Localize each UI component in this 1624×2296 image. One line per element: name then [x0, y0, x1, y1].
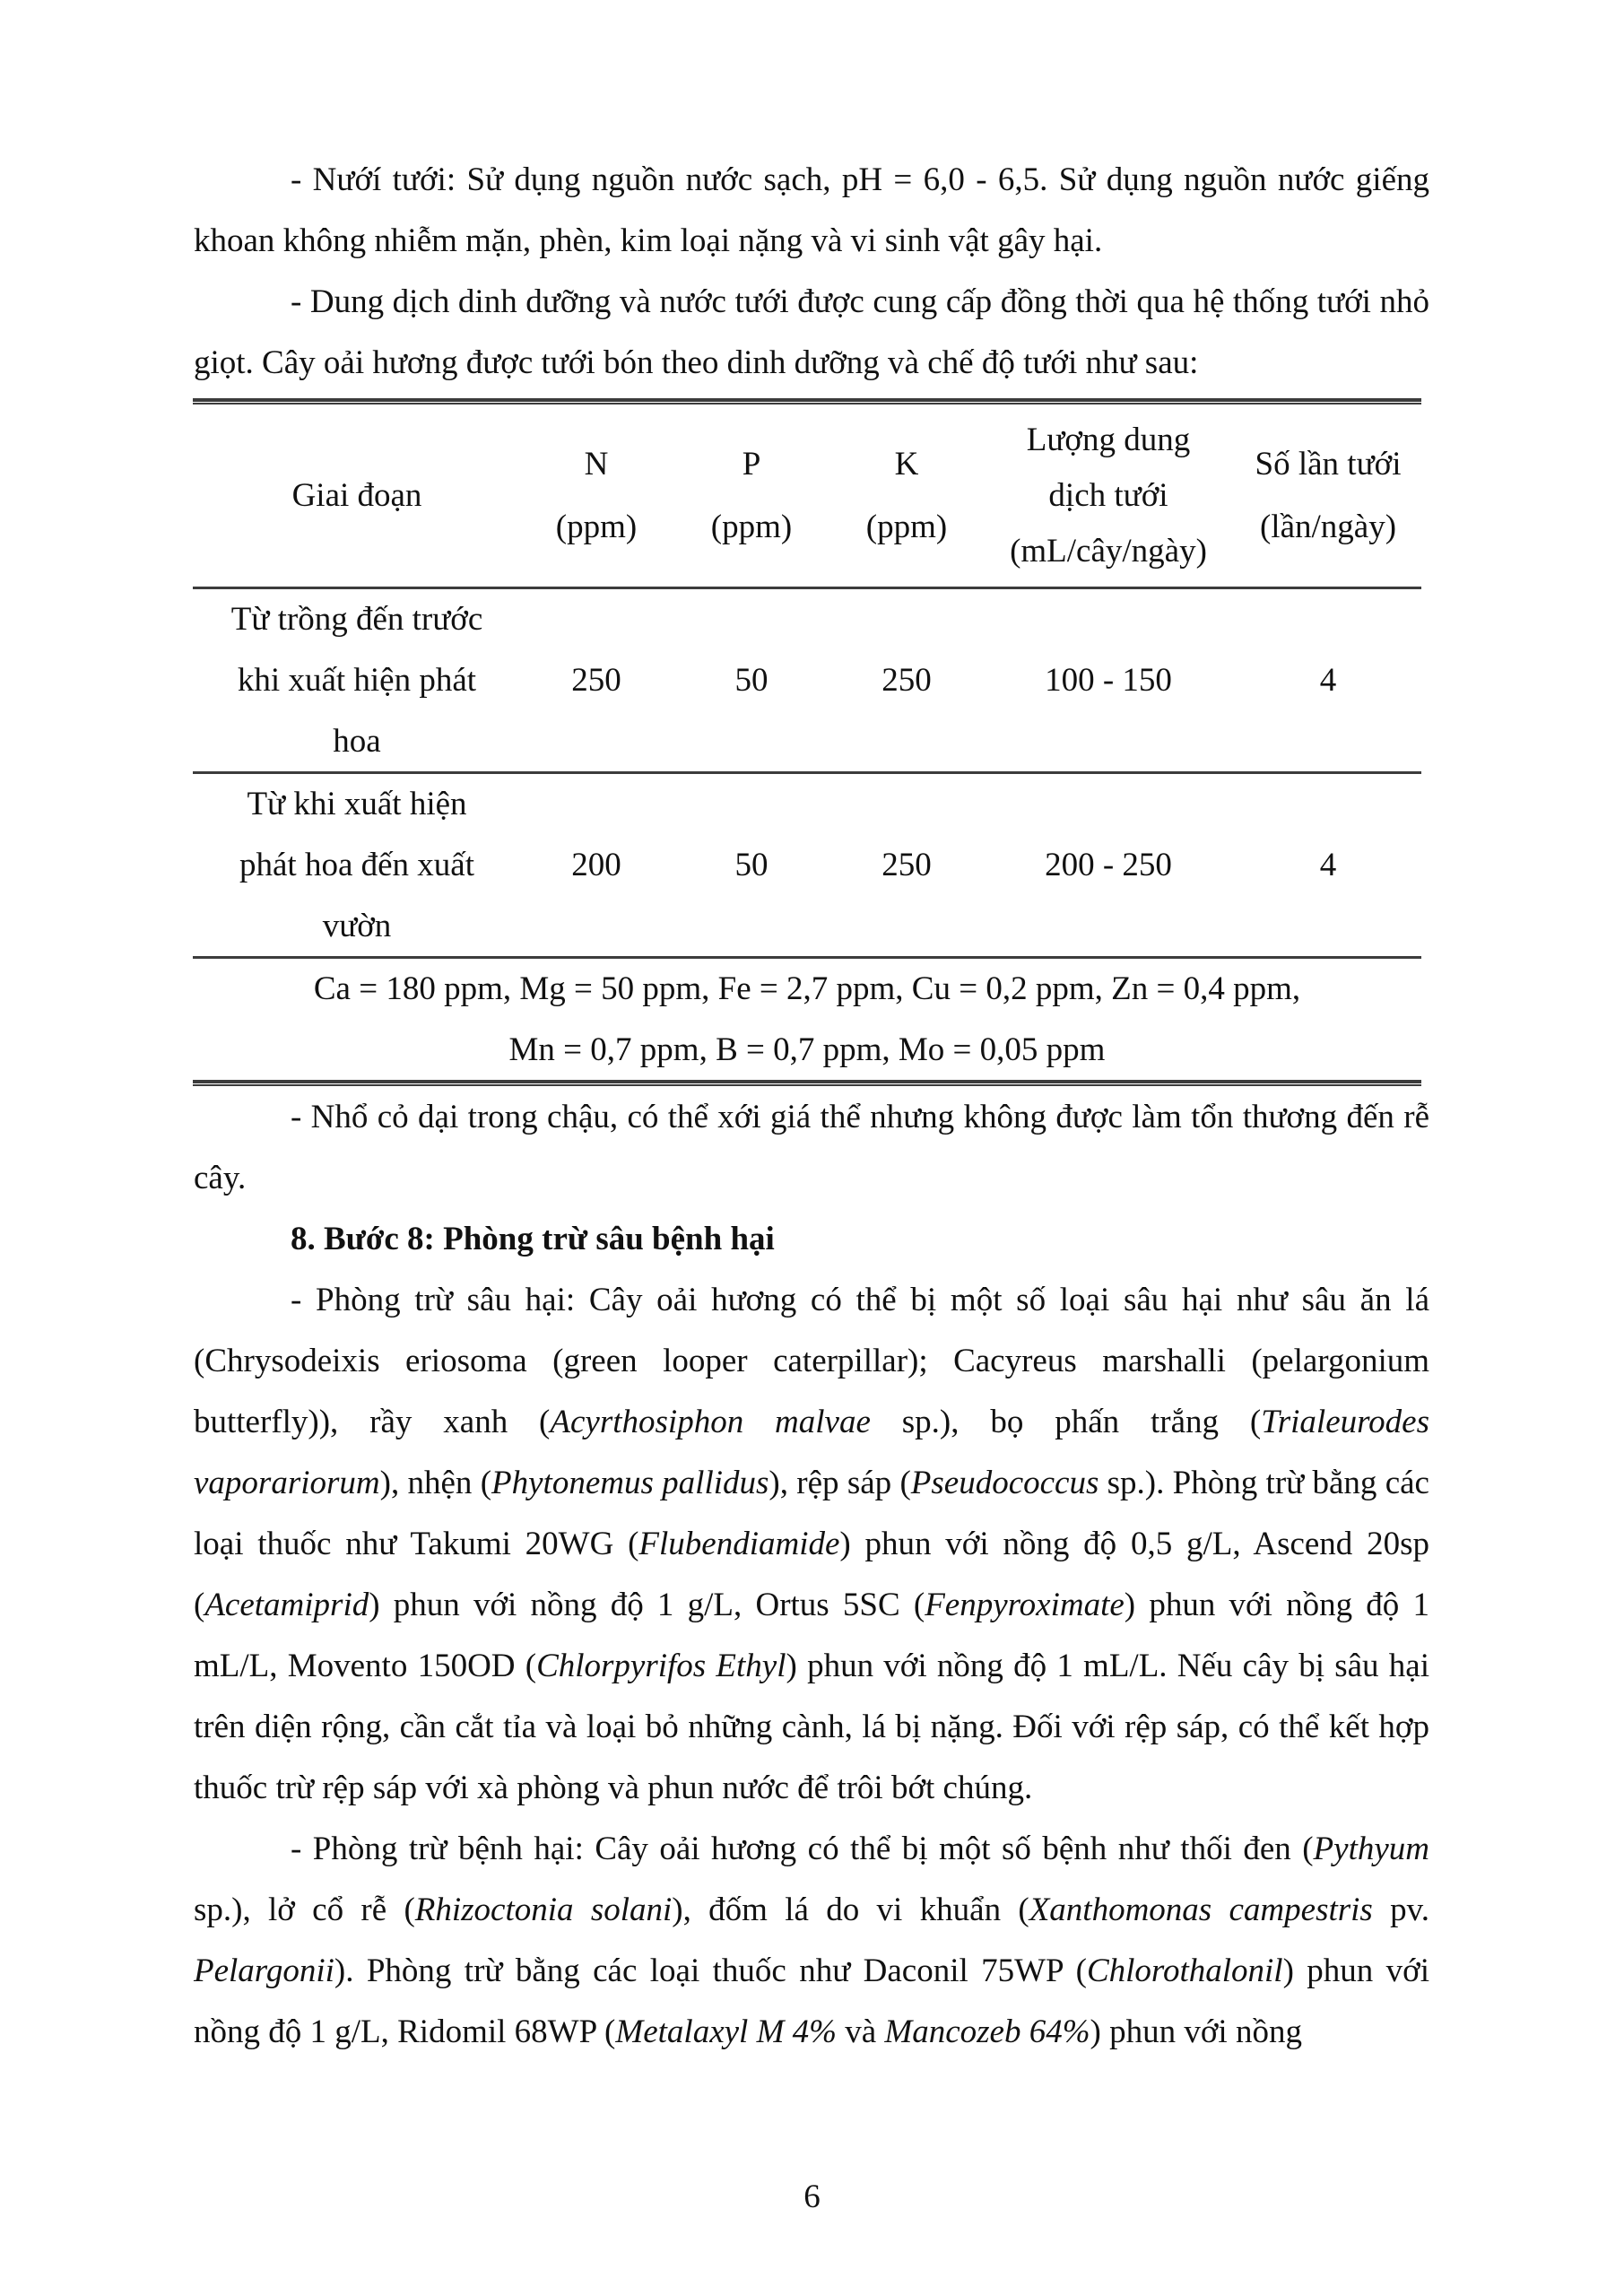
scientific-name: Pelargonii — [194, 1952, 334, 1989]
weeding-paragraph: - Nhổ cỏ dại trong chậu, có thể xới giá thể nhưng không được làm tổn thương đến rễ cây. — [194, 1099, 1429, 1196]
text-run: sp.), bọ phấn trắng ( — [870, 1404, 1262, 1440]
scientific-name: Pseudococcus — [910, 1465, 1099, 1501]
header-n: N (ppm) — [555, 445, 638, 545]
table-row — [193, 774, 1421, 956]
table-bottom-rule — [193, 1080, 1421, 1086]
text-run: ) phun với nồng độ 1 g/L, Ridomil 68WP ( — [194, 1952, 1429, 2050]
disease-control-paragraph — [194, 1819, 1429, 2063]
page-number: 6 — [803, 2179, 821, 2215]
scientific-name: Phytonemus pallidus — [491, 1465, 769, 1501]
table-top-rule — [193, 398, 1421, 404]
micronutrients-row — [193, 959, 1421, 1080]
scientific-name: Chlorpyrifos Ethyl — [536, 1648, 786, 1684]
scientific-name: Fenpyroximate — [925, 1587, 1125, 1623]
scientific-name: Metalaxyl M 4% — [615, 2013, 837, 2050]
main-text — [194, 1087, 1429, 2063]
section-heading: 8. Bước 8: Phòng trừ sâu bệnh hại — [291, 1221, 775, 1257]
text-run: ) phun với nồng — [1090, 2013, 1302, 2050]
scientific-name: Rhizoctonia solani — [414, 1892, 673, 1928]
irrigation-water-paragraph: - Nướí tưới: Sử dụng nguồn nước sạch, pH = 6,0 - 6,5. Sử dụng nguồn nước giếng khoan không nhiễm mặn, phèn, kim loại nặng và vi sinh vật gây hại. — [194, 161, 1429, 259]
scientific-name: Flubendiamide — [638, 1526, 840, 1562]
pest-control-paragraph — [194, 1270, 1429, 1819]
scientific-name: Acyrthosiphon malvae — [550, 1404, 871, 1440]
scientific-name: Trialeurodes vaporariorum — [194, 1404, 1429, 1501]
p-cell: 50 — [734, 846, 769, 883]
k-cell: 250 — [881, 661, 932, 699]
text-run: sp.), lở cổ rễ ( — [194, 1892, 415, 1928]
text-run: - Phòng trừ sâu hại: Cây oải hương có thể bị một số loại sâu hại như sâu ăn lá (Chrysodeixis eriosoma (green looper caterpillar); Cacyreus marshalli (pelargonium butterfly)), rầy xanh ( — [194, 1282, 1429, 1440]
times-cell: 4 — [1319, 661, 1337, 699]
fertigation-table — [193, 398, 1421, 1086]
text-run: ) phun với nồng độ 1 mL/L. Nếu cây bị sâu hại trên diện rộng, cần cắt tỉa và loại bỏ những cành, lá bị nặng. Đối với rệp sáp, có thể kết hợp thuốc trừ rệp sáp với xà phòng và phun nước để trôi bớt chúng. — [194, 1648, 1429, 1806]
micronutrients-line: Mn = 0,7 ppm, B = 0,7 ppm, Mo = 0,05 ppm — [508, 1031, 1106, 1068]
text-run: ) phun với nồng độ 1 mL/L, Movento 150OD ( — [194, 1587, 1429, 1684]
text-run: pv. — [1372, 1892, 1429, 1928]
intro-text — [194, 150, 1429, 394]
header-stage: Giai đoạn — [291, 476, 422, 514]
volume-cell: 100 - 150 — [1045, 661, 1172, 699]
p-cell: 50 — [734, 661, 769, 699]
stage-cell: Từ khi xuất hiện phát hoa đến xuất vườn — [239, 785, 474, 944]
stage-cell: Từ trồng đến trước khi xuất hiện phát hoa — [230, 600, 483, 760]
table-header-row — [193, 404, 1421, 587]
times-cell: 4 — [1319, 846, 1337, 883]
n-cell: 200 — [571, 846, 621, 883]
volume-cell: 200 - 250 — [1045, 846, 1172, 883]
nutrient-solution-paragraph: - Dung dịch dinh dưỡng và nước tưới được cung cấp đồng thời qua hệ thống tưới nhỏ giọt. Cây oải hương được tưới bón theo dinh dưỡng và chế độ tưới như sau: — [194, 283, 1429, 381]
header-times: Số lần tưới (lần/ngày) — [1255, 445, 1402, 545]
table-row — [193, 589, 1421, 771]
scientific-name: Chlorothalonil — [1086, 1952, 1283, 1989]
scientific-name: Xanthomonas campestris — [1029, 1892, 1373, 1928]
text-run: ), đốm lá do vi khuẩn ( — [672, 1892, 1029, 1928]
text-run: - Phòng trừ bệnh hại: Cây oải hương có thể bị một số bệnh như thối đen ( — [291, 1831, 1314, 1867]
text-run: ), rệp sáp ( — [769, 1465, 911, 1501]
text-run: sp.). Phòng trừ bằng các loại thuốc như Takumi 20WG ( — [194, 1465, 1429, 1562]
text-run: ) phun với nồng độ 0,5 g/L, Ascend 20sp ( — [194, 1526, 1429, 1623]
text-run: ), nhện ( — [379, 1465, 492, 1501]
scientific-name: Mancozeb 64% — [884, 2013, 1090, 2050]
text-run: ) phun với nồng độ 1 g/L, Ortus 5SC ( — [369, 1587, 925, 1623]
micronutrients-line: Ca = 180 ppm, Mg = 50 ppm, Fe = 2,7 ppm, Cu = 0,2 ppm, Zn = 0,4 ppm, — [313, 970, 1301, 1007]
k-cell: 250 — [881, 846, 932, 883]
text-run: và — [836, 2013, 885, 2050]
header-k: K (ppm) — [865, 445, 948, 545]
n-cell: 250 — [571, 661, 621, 699]
scientific-name: Acetamiprid — [204, 1587, 369, 1623]
text-run: ). Phòng trừ bằng các loại thuốc như Daconil 75WP ( — [334, 1952, 1087, 1989]
header-p: P (ppm) — [710, 445, 793, 545]
scientific-name: Pythyum — [1313, 1831, 1429, 1867]
header-volume: Lượng dung dịch tưới (mL/cây/ngày) — [1010, 421, 1207, 570]
